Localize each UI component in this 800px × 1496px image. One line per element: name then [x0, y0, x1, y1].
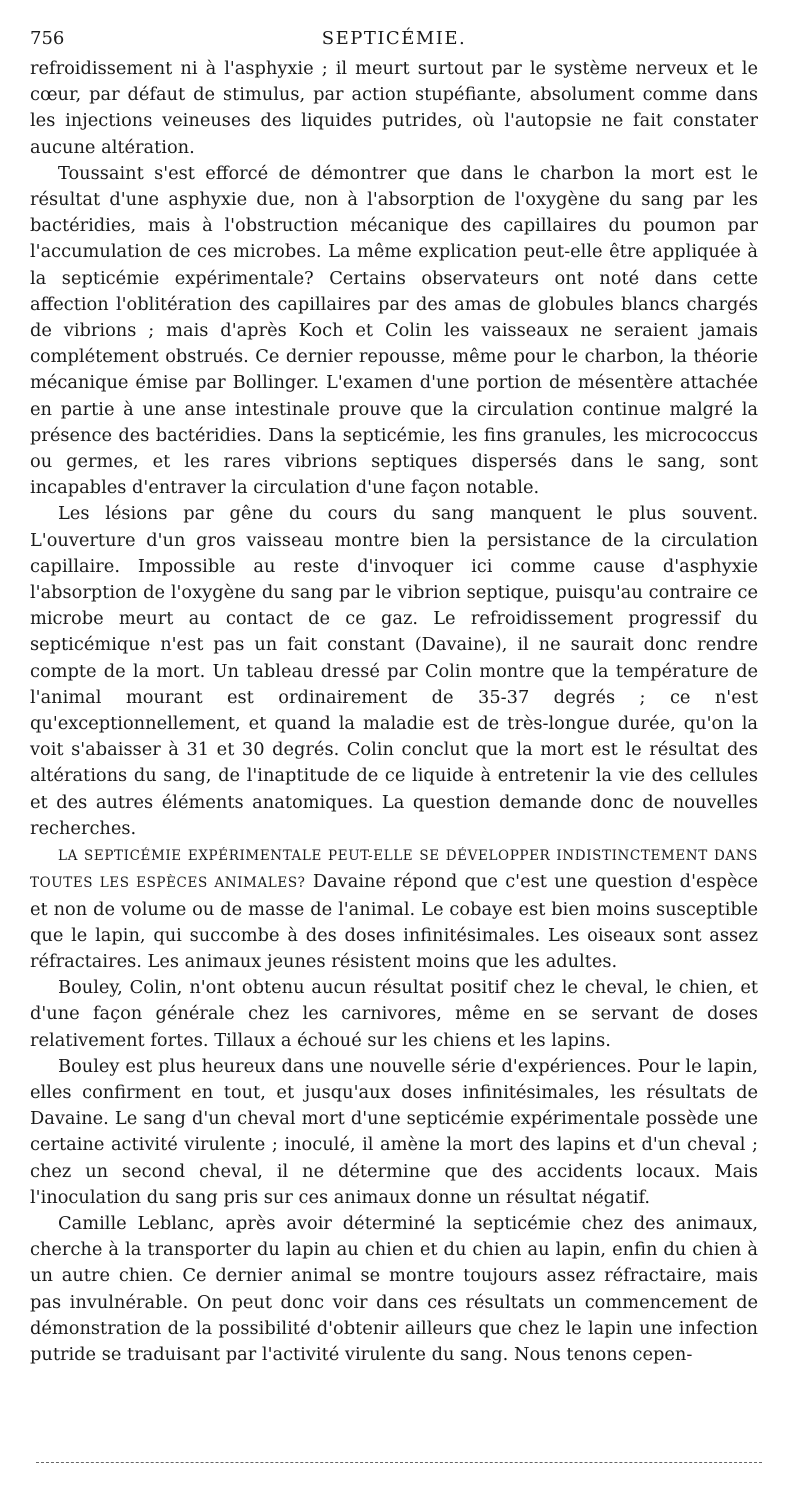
- footer-rule: [36, 1462, 762, 1463]
- paragraph-4-text: Davaine répond que c'est une question d'espèce et non de volume ou de masse de l'animal. Le cobaye est bien moins susceptible que le lapin, qui succombe à des doses infinitésimales. Les oiseaux sont assez réfractaires. Les animaux jeunes résistent moins que les adultes.: [30, 871, 758, 972]
- paragraph-7: Camille Leblanc, après avoir déterminé la septicémie chez des animaux, cherche à la transporter du lapin au chien et du chien au lapin, enfin du chien à un autre chien. Ce dernier animal se montre toujours assez réfractaire, mais pas invulnérable. On peut donc voir dans ces résultats un commencement de démonstration de la possibilité d'obtenir ailleurs que chez le lapin une infection putride se traduisant par l'activité virulente du sang. Nous tenons cepen-: [30, 1212, 758, 1365]
- paragraph-6: Bouley est plus heureux dans une nouvelle série d'expériences. Pour le lapin, elles confirment en tout, et jusqu'aux doses infinitésimales, les résultats de Davaine. Le sang d'un cheval mort d'une septicémie expérimentale possède une certaine activité virulente ; inoculé, il amène la mort des lapins et d'un cheval ; chez un second cheval, il ne détermine que des accidents locaux. Mais l'inoculation du sang pris sur ces animaux donne un résultat négatif.: [30, 1055, 758, 1208]
- paragraph-3: Les lésions par gêne du cours du sang manquent le plus souvent. L'ouverture d'un gros vaisseau montre bien la persistance de la circulation capillaire. Impossible au reste d'invoquer ici comme cause d'asphyxie l'absorption de l'oxygène du sang par le vibrion septique, puisqu'au contraire ce microbe meurt au contact de ce gaz. Le refroidissement progressif du septicémique n'est pas un fait constant (Davaine), il ne saurait donc rendre compte de la mort. Un tableau dressé par Colin montre que la température de l'animal mourant est ordinairement de 35-37 degrés ; ce n'est qu'exceptionnellement, et quand la maladie est de très-longue durée, qu'on la voit s'abaisser à 31 et 30 degrés. Colin conclut que la mort est le résultat des altérations du sang, de l'inaptitude de ce liquide à entretenir la vie des cellules et des autres éléments anatomiques. La question demande donc de nouvelles recherches.: [30, 503, 758, 839]
- paragraph-1: refroidissement ni à l'asphyxie ; il meurt surtout par le système nerveux et le cœur, par défaut de stimulus, par action stupéfiante, absolument comme dans les injections veineuses des liquides putrides, où l'autopsie ne fait constater aucune altération.: [30, 58, 758, 158]
- paragraph-4: [30, 842, 758, 975]
- book-page: [30, 26, 758, 1368]
- page-header: [30, 26, 758, 56]
- paragraph-2: Toussaint s'est efforcé de démontrer que dans le charbon la mort est le résultat d'une asphyxie due, non à l'absorption de l'oxygène du sang par les bactéridies, mais à l'obstruction mécanique des capillaires du poumon par l'accumulation de ces microbes. La même explication peut-elle être appliquée à la septicémie expérimentale? Certains observateurs ont noté dans cette affection l'oblitération des capillaires par des amas de globules blancs chargés de vibrions ; mais d'après Koch et Colin les vaisseaux ne seraient jamais complétement obstrués. Ce dernier repousse, même pour le charbon, la théorie mécanique émise par Bollinger. L'examen d'une portion de mésentère attachée en partie à une anse intestinale prouve que la circulation continue malgré la présence des bactéridies. Dans la septicémie, les fins granules, les micrococcus ou germes, et les rares vibrions septiques dispersés dans le sang, sont incapables d'entraver la circulation d'une façon notable.: [30, 162, 758, 499]
- page-number: 756: [30, 28, 65, 49]
- paragraph-5: Bouley, Colin, n'ont obtenu aucun résultat positif chez le cheval, le chien, et d'une façon générale chez les carnivores, même en se servant de doses relativement fortes. Tillaux a échoué sur les chiens et les lapins.: [30, 977, 758, 1051]
- body-text: [30, 56, 758, 1368]
- running-title: SEPTICÉMIE.: [321, 28, 467, 49]
- section-question: LA SEPTICÉMIE EXPÉRIMENTALE PEUT-ELLE SE DÉVELOPPER INDISTINCTEMENT DANS TOUTES LES ESPÈCES ANIMALES?: [30, 848, 758, 892]
